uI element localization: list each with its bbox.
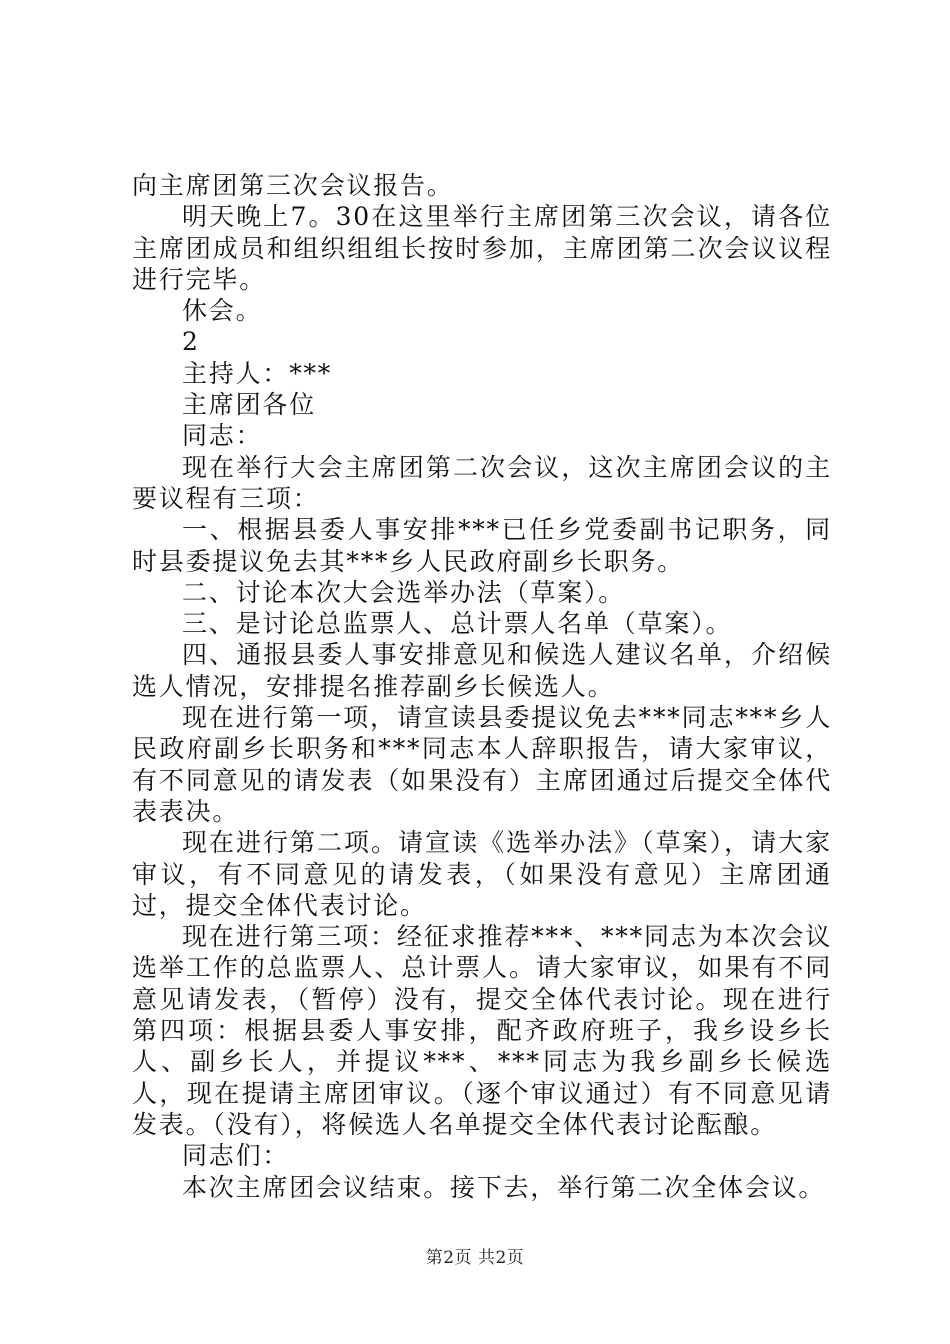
- paragraph-salutation-2: 同志：: [182, 421, 263, 451]
- paragraph-agenda-item-3: 三、是讨论总监票人、总计票人名单（草案）。: [182, 609, 733, 639]
- paragraph-adjourn: 休会。: [182, 296, 263, 326]
- paragraph-closing: 本次主席团会议结束。接下去，举行第二次全体会议。: [182, 1172, 826, 1202]
- paragraph-next-meeting: 明天晚上7。30在这里举行主席团第三次会议，请各位主席团成员和组织组组长按时参加，主席团第二次会议议程进行完毕。: [132, 202, 832, 294]
- paragraph-comrades: 同志们：: [182, 1141, 290, 1171]
- paragraph-agenda-item-4: 四、通报县委人事安排意见和候选人建议名单，介绍候选人情况，安排提名推荐副乡长候选人。: [132, 640, 832, 701]
- paragraph-item-two: 现在进行第二项。请宣读《选举办法》（草案），请大家审议，有不同意见的请发表，（如果没有意见）主席团通过，提交全体代表讨论。: [132, 828, 832, 920]
- paragraph-item-three-four: 现在进行第三项：经征求推荐***、***同志为本次会议选举工作的总监票人、总计票人。请大家审议，如果有不同意见请发表，（暂停）没有，提交全体代表讨论。现在进行第四项：根据县委人事安排，配齐政府班子，我乡设乡长人、副乡长人，并提议***、***同志为我乡副乡长候选人，现在提请主席团审议。（逐个审议通过）有不同意见请发表。（没有），将候选人名单提交全体代表讨论酝酿。: [132, 922, 832, 1139]
- paragraph-salutation-1: 主席团各位: [182, 390, 317, 420]
- paragraph-report: 向主席团第三次会议报告。: [132, 171, 454, 200]
- paragraph-agenda-item-2: 二、讨论本次大会选举办法（草案）。: [182, 577, 626, 607]
- paragraph-agenda-item-1: 一、根据县委人事安排***已任乡党委副书记职务，同时县委提议免去其***乡人民政府副乡长职务。: [132, 515, 832, 576]
- paragraph-agenda-intro: 现在举行大会主席团第二次会议，这次主席团会议的主要议程有三项：: [132, 452, 832, 513]
- document-body: [132, 170, 832, 1203]
- paragraph-host: 主持人：***: [182, 358, 333, 388]
- paragraph-item-one: 现在进行第一项，请宣读县委提议免去***同志***乡人民政府副乡长职务和***同志本人辞职报告，请大家审议，有不同意见的请发表（如果没有）主席团通过后提交全体代表表决。: [132, 703, 832, 826]
- page-footer: 第2页 共2页: [425, 1248, 525, 1268]
- section-number: 2: [182, 327, 200, 357]
